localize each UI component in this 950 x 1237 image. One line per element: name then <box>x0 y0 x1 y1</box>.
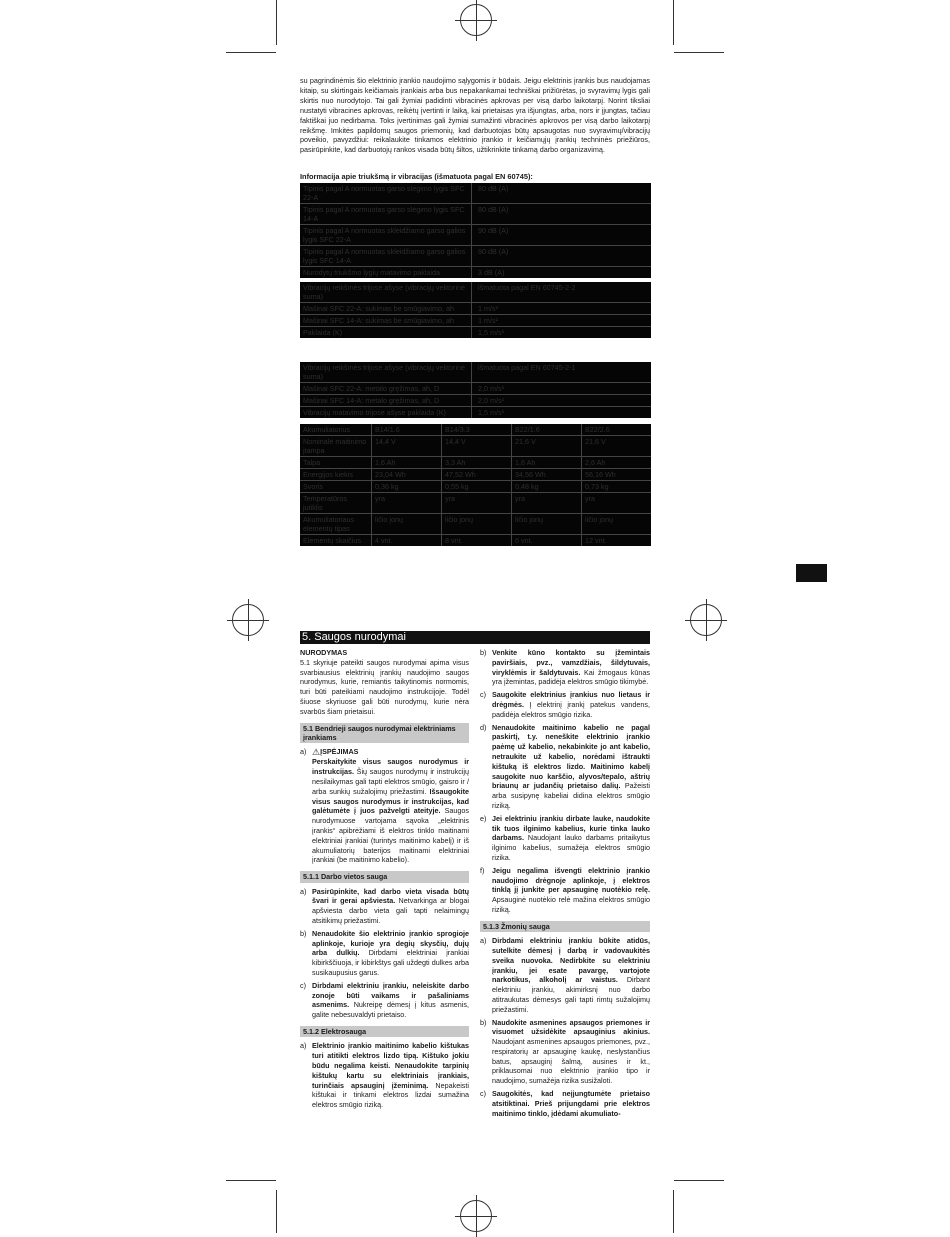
battery-cell: 14,4 V <box>442 436 512 456</box>
item-bold-text: Pasirūpinkite, kad darbo vieta visada būtų švari ir gerai apšviesta. <box>312 886 469 906</box>
warning-text-1: Šių saugos nurodymų ir instrukcijų nesilaikymas gali tapti elektros smūgio, gaisro ir / arba sunkių sužalojimų priežastimi. <box>312 767 469 796</box>
table-cell-value: išmatuota pagal EN 60745-2-2 <box>478 283 576 292</box>
battery-row <box>300 436 651 457</box>
list-item <box>300 1041 469 1110</box>
battery-cell: 12 vnt. <box>585 536 607 545</box>
item-bold-text: Saugokite elektrinius įrankius nuo lietaus ir drėgmės. <box>492 690 650 709</box>
battery-cell: Energijos kiekis <box>300 469 372 480</box>
item-normal-text: Apsauginė nuotėkio relė mažina elektros smūgio riziką. <box>492 895 650 914</box>
crop-mark <box>673 0 674 45</box>
battery-cell: 4 vnt. <box>372 535 442 546</box>
notes-text: 5.1 skyriuje pateikti saugos nurodymai apima visus svarbiausius elektrinių įrankių naudojimo saugos nurodymus, kurie, remiantis taikytinomis normomis, turi būti pateikiami naudojimo instrukcijoje. Todėl šiuose skyriuose gali būti nurodymų, kurie nėra svarbūs šiam prietaisui. <box>300 657 469 716</box>
table-cell-value: 80 dB (A) <box>478 205 509 214</box>
battery-cell: 0,36 kg <box>372 481 442 492</box>
vibration-table-screwing <box>300 282 651 338</box>
battery-cell: Akumuliatorius <box>300 424 372 435</box>
item-text <box>492 866 650 915</box>
list-item <box>480 1089 650 1118</box>
list-item <box>300 981 469 1020</box>
item-normal-text: Netvarkinga ar blogai apšviesta darbo vieta gali tapti nelaimingų atsitikimų priežastimi. <box>312 896 469 925</box>
left-column <box>300 648 469 1113</box>
section-5-1-3-heading: 5.1.3 Žmonių sauga <box>480 921 650 932</box>
table-cell-label: Tipinis pagal A normuotas garso slėgimo lygis SFC 14-A <box>300 204 472 224</box>
list-item <box>480 1018 650 1087</box>
list-item <box>480 723 650 811</box>
table-row <box>300 282 651 303</box>
item-normal-text: Į elektrinį įrankį patekus vandens, padidėja elektros smūgio rizika. <box>492 699 650 719</box>
table-row <box>300 407 651 418</box>
crop-mark <box>674 1180 724 1181</box>
table-cell-value: 1 m/s² <box>478 304 498 313</box>
table-cell-label: Vibracijų matavimo trijose ašyse paklaida (K) <box>300 407 472 418</box>
item-bold-text: Saugokitės, kad neįjungtumėte prietaiso atsitiktinai. Prieš prijungdami prie elektros maitinimo tinklo, įdėdami akumuliato- <box>492 1089 650 1118</box>
battery-cell: 23,04 Wh <box>372 469 442 480</box>
table-row <box>300 315 651 327</box>
section-5-1-1-list <box>300 887 469 1020</box>
table-cell-value: 80 dB (A) <box>478 184 509 193</box>
item-text <box>492 814 650 863</box>
battery-cell: Talpa <box>300 457 372 468</box>
table-cell-label: Mašinai SFC 14-A: sukimas be smūgiavimo, ah <box>300 315 472 326</box>
table-cell-label: Tipinis pagal A normuotas skleidžiamo garso galios lygis SFC 22-A <box>300 225 472 245</box>
battery-cell: B22/1.6 <box>512 424 582 435</box>
item-bold-text: Jeigu negalima išvengti elektrinio įrankio naudojimo drėgnoje aplinkoje, į elektros tinklą jį junkite per apsauginę nuotėkio relę. <box>492 865 650 895</box>
battery-cell: ličio jonų <box>442 514 512 534</box>
registration-mark-right <box>690 604 722 636</box>
table-cell-value: 2,0 m/s² <box>478 396 504 405</box>
table-cell-value: 90 dB (A) <box>478 226 509 235</box>
item-label: c) <box>480 1089 486 1099</box>
item-text <box>312 887 469 926</box>
table-cell-label: Vibracijų reikšmės trijose ašyse (vibracijų vektorinė suma) <box>300 362 472 382</box>
chapter-title: 5. Saugos nurodymai <box>300 631 650 644</box>
battery-row <box>300 469 651 481</box>
table-cell-label: Tipinis pagal A normuotas garso slėgimo lygis SFC 22-A <box>300 183 472 203</box>
item-normal-text: Naudojant lauko darbams pritaikytus ilginimo kabelius, sumažėja elektros smūgio rizika. <box>492 833 650 862</box>
table-cell-label: Vibracijų reikšmės trijose ašyse (vibracijų vektorinė suma) <box>300 282 472 302</box>
warning-bold-2: Išsaugokite visus saugos nurodymus ir instrukcijas, kad galėtumėte į juos pažvelgti ateityje. <box>312 786 469 816</box>
table-cell-value: 1 m/s² <box>478 316 498 325</box>
table-cell-value: 2,0 m/s² <box>478 384 504 393</box>
table-row <box>300 246 651 267</box>
battery-cell: 3,3 Ah <box>442 457 512 468</box>
table-row <box>300 303 651 315</box>
table-cell-value: išmatuota pagal EN 60745-2-1 <box>478 363 576 372</box>
table-cell-value: 1,5 m/s² <box>478 328 504 337</box>
table-cell-label: Tipinis pagal A normuotas skleidžiamo garso galios lygis SFC 14-A <box>300 246 472 266</box>
section-5-1-2-list <box>300 1041 469 1110</box>
item-label: a) <box>300 886 307 896</box>
item-text <box>492 723 650 811</box>
item-label: b) <box>480 648 487 657</box>
battery-row <box>300 481 651 493</box>
item-bold-text: Venkite kūno kontakto su įžemintais paviršiais, pvz., vamzdžiais, šildytuvais, viryklėmis ir šaldytuvais. <box>492 648 650 677</box>
battery-cell: 0,48 kg <box>512 481 582 492</box>
table-row <box>300 362 651 383</box>
battery-cell: 6 vnt. <box>512 535 582 546</box>
battery-row <box>300 493 651 514</box>
table-row <box>300 204 651 225</box>
item-bold-text: Nenaudokite maitinimo kabelio ne pagal paskirtį, t.y. neneškite elektrinio įrankio paėmę už kabelio, nekabinkite jo ant kabelio, netraukite už kabelio, norėdami ištraukti kištuką iš elektros lizdo. Maitinimo kabelį saugokite nuo karščio, alyvos/tepalo, aštrių briaunų ar judančių prietaiso dalių. <box>492 722 650 791</box>
table-cell-value: 90 dB (A) <box>478 247 509 256</box>
battery-cell: 34,56 Wh <box>512 469 582 480</box>
battery-cell: ličio jonų <box>372 514 442 534</box>
item-normal-text: Naudojant asmenines apsaugos priemones, pvz., respiratorių ar apsauginę kaukę, neslystančius batus, apsauginį šalmą, ausines ir kt., priklausomai nuo elektrinio įrankio tipo ir naudojimo, sumažėja rizika susižaloti. <box>492 1037 650 1086</box>
registration-mark-top <box>460 4 492 36</box>
list-item <box>480 936 650 1014</box>
table-cell-label: Mašinai SFC 22-A: sukimas be smūgiavimo, ah <box>300 303 472 314</box>
list-item <box>300 887 469 926</box>
item-text <box>312 1041 469 1110</box>
right-column <box>480 648 650 1121</box>
battery-cell: B22/2.6 <box>585 425 610 434</box>
item-text <box>492 690 650 719</box>
battery-cell: 1,6 Ah <box>512 457 582 468</box>
item-normal-text: Dirbant elektriniu įrankiu, akimirksnį nuo darbo atitraukutas dėmesys gali tapti rimtų sužalojimų priežastimi. <box>492 975 650 1014</box>
battery-cell: ličio jonų <box>585 515 613 524</box>
item-text <box>312 981 469 1020</box>
battery-header-row <box>300 424 651 436</box>
section-5-1-2-list-continued <box>480 648 650 915</box>
item-label: a) <box>300 747 307 757</box>
crop-mark <box>673 1190 674 1233</box>
registration-mark-left <box>232 604 264 636</box>
noise-table <box>300 183 651 278</box>
battery-cell: 47,52 Wh <box>442 469 512 480</box>
battery-cell: 1,6 Ah <box>372 457 442 468</box>
warning-bold-1: Perskaitykite visus saugos nurodymus ir instrukcijas. <box>312 757 469 777</box>
table-row <box>300 383 651 395</box>
item-bold-text: Elektrinio įrankio maitinimo kabelio kištukas turi atitikti elektros lizdo tipą. Kištuko jokiu būdu negalima keisti. Nenaudokite tarpinių kištukų kartu su elektriniais įrankiais, turinčiais apsauginį įžeminimą. <box>312 1041 469 1090</box>
battery-row <box>300 514 651 535</box>
noise-vibration-heading: Informacija apie triukšmą ir vibracijas (išmatuota pagal EN 60745): <box>300 172 533 181</box>
item-label: b) <box>480 1017 487 1027</box>
battery-cell: yra <box>442 493 512 513</box>
item-normal-text: Dirbdami elektriniai įrankiai kibirkščiuoja, ir kibirkštys gali uždegti dulkes arba susikaupusius garus. <box>312 948 469 977</box>
item-label: b) <box>300 928 307 938</box>
list-item <box>480 690 650 719</box>
item-normal-text: Nukreipę dėmesį į kitus asmenis, galite nebesuvaldyti prietaiso. <box>312 1000 469 1020</box>
item-label: d) <box>480 722 487 732</box>
item-normal-text: Kai žmogaus kūnas yra įžemintas, padidėja elektros smūgio tikimybė. <box>492 667 650 687</box>
notes-heading: NURODYMAS <box>300 648 348 657</box>
item-text <box>492 648 650 687</box>
table-row <box>300 395 651 407</box>
list-item <box>300 929 469 978</box>
battery-cell: yra <box>512 493 582 513</box>
item-label: f) <box>480 865 485 875</box>
item-bold-text: Nenaudokite šio elektrinio įrankio sprogioje aplinkoje, kurioje yra degių skysčių, dujų arba dulkių. <box>312 928 469 958</box>
crop-mark <box>674 52 724 53</box>
item-label: a) <box>480 936 487 946</box>
crop-mark <box>226 1180 276 1181</box>
section-5-1-heading: 5.1 Bendrieji saugos nurodymai elektriniams įrankiams <box>300 723 469 744</box>
battery-table <box>300 424 651 546</box>
list-item <box>480 648 650 687</box>
item-bold-text: Jei elektriniu įrankiu dirbate lauke, naudokite tik tuos ilginimo kabelius, kurie tinka lauko darbams. <box>492 813 650 843</box>
battery-cell: 0,55 kg <box>442 481 512 492</box>
item-text <box>312 929 469 978</box>
warning-triangle-icon: ⚠ <box>312 747 321 758</box>
vibration-table-drilling <box>300 362 651 418</box>
battery-cell: Temperatūros jutiklis <box>300 493 372 513</box>
battery-row <box>300 535 651 546</box>
battery-cell: 8 vnt. <box>442 535 512 546</box>
item-label: a) <box>300 1041 307 1051</box>
table-cell-label: Paklaida (K) <box>300 327 472 338</box>
battery-cell: 0,73 kg <box>585 482 609 491</box>
item-normal-text: Pažeisti arba susipynę kabeliai didina elektros smūgio riziką. <box>492 781 650 810</box>
battery-cell: Svoris <box>300 481 372 492</box>
section-5-1-2-heading: 5.1.2 Elektrosauga <box>300 1026 469 1037</box>
battery-cell: yra <box>585 494 595 503</box>
battery-cell: B14/1.6 <box>372 424 442 435</box>
table-cell-value: 3 dB (A) <box>478 268 505 277</box>
battery-cell: 14,4 V <box>372 436 442 456</box>
item-label: e) <box>480 813 487 823</box>
item-bold-text: Naudokite asmenines apsaugos priemones ir visuomet užsidėkite apsauginius akinius. <box>492 1017 650 1037</box>
battery-cell: Elementų skaičius <box>300 535 372 546</box>
table-cell-value: 1,5 m/s² <box>478 408 504 417</box>
item-text <box>492 1089 650 1118</box>
table-row <box>300 267 651 278</box>
section-5-1-1-heading: 5.1.1 Darbo vietos sauga <box>300 871 469 882</box>
list-item <box>480 814 650 863</box>
battery-cell: 56,16 Wh <box>585 470 616 479</box>
intro-text: su pagrindinėmis šio elektrinio įrankio naudojimo sąlygomis ir būdais. Jeigu elektrinis įrankis bus naudojamas kitaip, su skirtingais keičiamais įrankiais arba bus nepakankamai techniškai prižiūrėtas, jo svyravimų lygis gali skirtis nuo nurodytojo. Tai gali žymiai padidinti vibracinės apkrovas per visą darbo laikotarpį. Norint tiksliai nustatyti vibracines apkrovas, reikėtų įvertinti ir laiką, kai prietaisas yra išjungtas, arba, nors ir įjungtas, tačiau faktiškai juo nedirbama. Toks įvertinimas gali žymiai sumažinti vibracinės apkrovos per visą darbo laikotarpį reikšmę. Imkitės papildomų saugos priemonių, kad darbuotojas būtų apsaugotas nuo svyravimų/vibracijų poveikio, pavyzdžiui: reikalaukite tinkamos elektrinio įrankio ir keičiamųjų įrankių techninės priežiūros, pasirūpinkite, kad darbuotojų rankos visada būtų šiltos, užtikrinkite tinkamą darbo organizavimą. <box>300 76 650 155</box>
table-cell-label: Nurodytų triukšmo lygių matavimo paklaida <box>300 267 472 278</box>
battery-cell: B14/3.3 <box>442 424 512 435</box>
crop-mark <box>276 0 277 45</box>
battery-cell: ličio jonų <box>512 514 582 534</box>
table-cell-label: Mašinai SFC 22-A: metalo gręžimas, ah, D <box>300 383 472 394</box>
item-text <box>492 1018 650 1087</box>
warning-item <box>300 747 469 865</box>
table-row <box>300 225 651 246</box>
table-cell-label: Mašinai SFC 14-A: metalo gręžimas, ah, D <box>300 395 472 406</box>
battery-cell: Akumuliatoriaus elementų tipas <box>300 514 372 534</box>
item-label: c) <box>480 690 486 700</box>
battery-cell: 2,6 Ah <box>585 458 606 467</box>
page-tab-marker <box>796 564 827 582</box>
item-bold-text: Dirbdami elektriniu įrankiu būkite atidūs, sutelkite dėmesį į darbą ir vadovaukitės sveika nuovoka. Nedirbkite su elektriniu įrankiu, jei esate pavargę, vartojote narkotikus, alkoholį ar vaistus. <box>492 936 650 985</box>
item-normal-text: Nepakeisti kištukai ir tinkami elektros lizdai sumažina elektros smūgio riziką. <box>312 1080 469 1110</box>
battery-cell: Nominalė maitinimo įtampa <box>300 436 372 456</box>
intro-paragraph <box>300 76 650 155</box>
battery-cell: yra <box>372 493 442 513</box>
crop-mark <box>226 52 276 53</box>
battery-row <box>300 457 651 469</box>
table-row <box>300 183 651 204</box>
table-row <box>300 327 651 338</box>
battery-cell: 21,6 V <box>585 437 606 446</box>
crop-mark <box>276 1190 277 1233</box>
item-bold-text: Dirbdami elektriniu įrankiu, neleiskite darbo zonoje būti vaikams ir pašaliniams asmenims. <box>312 980 469 1010</box>
warning-title: ĮSPĖJIMAS <box>320 747 359 757</box>
section-5-1-3-list <box>480 936 650 1118</box>
warning-text-2: Saugos nurodymuose vartojama sąvoka „elektrinis įrankis“ apibrėžiami iš elektros tinklo maitinami elektriniai įrankiai (turintys maitinimo kabelį) ir iš akumuliatorių baterijos maitinami elektriniai įrankiai (be maitinimo kabelio). <box>312 806 469 865</box>
item-label: c) <box>300 980 306 990</box>
item-text <box>492 936 650 1014</box>
registration-mark-bottom <box>460 1200 492 1232</box>
list-item <box>480 866 650 915</box>
battery-cell: 21,6 V <box>512 436 582 456</box>
